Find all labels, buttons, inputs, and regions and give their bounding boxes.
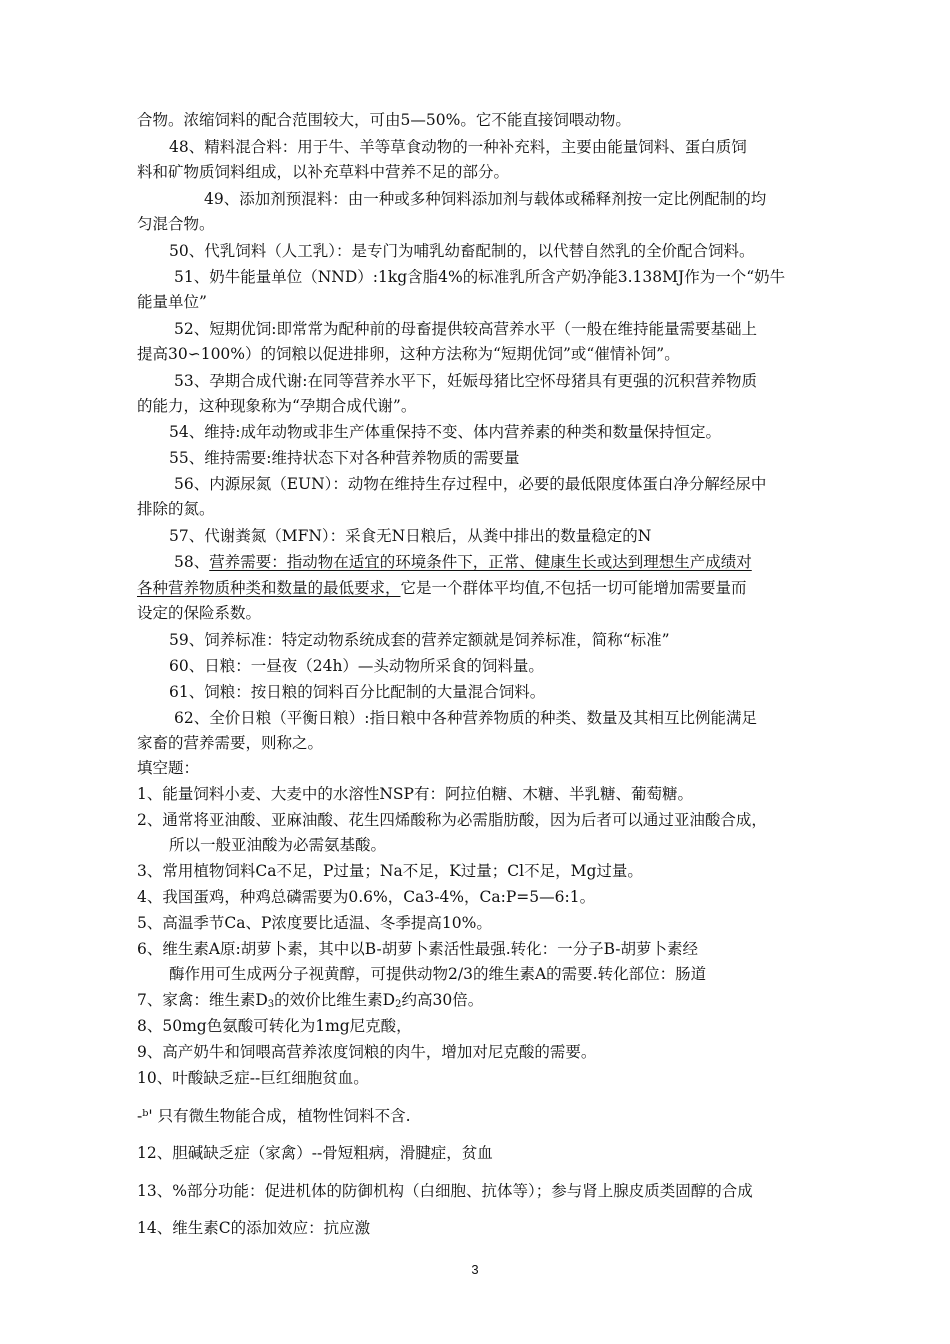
text-line: 合物。浓缩饲料的配合范围较大，可由5—50%。它不能直接饲喂动物。 (137, 111, 631, 129)
text-line: 排除的氮。 (137, 500, 215, 518)
text-line: 57、代谢粪氮（MFN）：采食无N日粮后，从粪中排出的数量稳定的N (169, 527, 652, 545)
definition-text: 它是一个群体平均值,不包括一切可能增加需要量而 (400, 579, 747, 597)
underlined-definition: 各种营养物质种类和数量的最低要求， (137, 579, 401, 597)
text-line: 55、维持需要:维持状态下对各种营养物质的需要量 (169, 449, 520, 467)
text-line: 49、添加剂预混料：由一种或多种饲料添加剂与载体或稀释剂按一定比例配制的均 (204, 190, 767, 208)
text-line: 料和矿物质饲料组成，以补充草料中营养不足的部分。 (137, 163, 510, 181)
text-line: 4、我国蛋鸡，种鸡总磷需要为0.6%，Ca3-4%，Ca:P=5—6:1。 (137, 888, 596, 906)
text-line: 的能力，这种现象称为“孕期合成代谢”。 (137, 397, 417, 415)
text-line: 13、%部分功能：促进机体的防御机构（白细胞、抗体等）；参与肾上腺皮质类固醇的合成 (137, 1182, 753, 1200)
text-line: 50、代乳饲料（人工乳）：是专门为哺乳幼畜配制的，以代替自然乳的全价配合饲料。 (169, 242, 755, 260)
text-line: 59、饲养标准：特定动物系统成套的营养定额就是饲养标准，简称“标准” (169, 631, 670, 649)
text-line: 52、短期优饲:即常常为配种前的母畜提供较高营养水平（一般在维持能量需要基础上 (174, 320, 757, 338)
subscript: 2 (395, 999, 402, 1010)
text-line: 62、全价日粮（平衡日粮）:指日粮中各种营养物质的种类、数量及其相互比例能满足 (174, 709, 757, 727)
text-line: 所以一般亚油酸为必需氨基酸。 (169, 836, 387, 854)
text-fragment: 约高30倍。 (401, 991, 484, 1009)
text-line: 9、高产奶牛和饲喂高营养浓度饲粮的肉牛，增加对尼克酸的需要。 (137, 1043, 597, 1061)
text-line (174, 552, 752, 572)
item-number: 58、 (174, 553, 210, 571)
text-line: 6、维生素A原:胡萝卜素，其中以B-胡萝卜素活性最强.转化：一分子B-胡萝卜素经 (137, 940, 699, 958)
text-line: 10、叶酸缺乏症--巨红细胞贫血。 (137, 1069, 369, 1087)
text-line: 1、能量饲料小麦、大麦中的水溶性NSP有：阿拉伯糖、木糖、半乳糖、葡萄糖。 (137, 785, 693, 803)
text-line: 12、胆碱缺乏症（家禽）--骨短粗病，滑腱症，贫血 (137, 1144, 493, 1162)
text-line: 5、高温季节Ca、P浓度要比适温、冬季提高10%。 (137, 914, 492, 932)
text-fragment: 的效价比维生素D (274, 991, 396, 1009)
text-line: 48、精料混合料：用于牛、羊等草食动物的一种补充料，主要由能量饲料、蛋白质饲 (169, 138, 747, 156)
text-line: 3、常用植物饲料Ca不足，P过量；Na不足，K过量；Cl不足，Mg过量。 (137, 862, 643, 880)
text-line: 家畜的营养需要，则称之。 (137, 734, 324, 752)
text-line: -ᵇ' 只有微生物能合成，植物性饲料不含. (137, 1107, 411, 1125)
text-line: 60、日粮：一昼夜（24h）—头动物所采食的饲料量。 (169, 657, 544, 675)
text-line: 61、饲粮：按日粮的饲料百分比配制的大量混合饲料。 (169, 683, 546, 701)
underlined-definition: 营养需要：指动物在适宜的环境条件下，正常、健康生长或达到理想生产成绩对 (209, 553, 752, 571)
text-line: 14、维生素C的添加效应：抗应激 (137, 1219, 371, 1237)
text-line: 8、50mg色氨酸可转化为1mg尼克酸， (137, 1017, 412, 1035)
text-line: 51、奶牛能量单位（NND）:1kg含脂4%的标准乳所含产奶净能3.138MJ作为一个“奶牛 (174, 268, 786, 286)
text-line: 53、孕期合成代谢:在同等营养水平下，妊娠母猪比空怀母猪具有更强的沉积营养物质 (174, 372, 757, 390)
text-line: 匀混合物。 (137, 215, 215, 233)
text-line (137, 990, 483, 1015)
text-line: 54、维持:成年动物或非生产体重保持不变、体内营养素的种类和数量保持恒定。 (169, 423, 721, 441)
subscript: 3 (267, 999, 275, 1010)
text-line: 2、通常将亚油酸、亚麻油酸、花生四烯酸称为必需脂肪酸，因为后者可以通过亚油酸合成， (137, 811, 767, 829)
text-line: 设定的保险系数。 (137, 604, 262, 622)
text-line (137, 578, 746, 598)
text-line: 酶作用可生成两分子视黄醇，可提供动物2/3的维生素A的需要.转化部位：肠道 (169, 965, 707, 983)
page-number: 3 (471, 1262, 479, 1277)
text-fragment: 7、家禽：维生素D (137, 991, 268, 1009)
text-line: 56、内源尿氮（EUN）：动物在维持生存过程中，必要的最低限度体蛋白净分解经尿中 (174, 475, 767, 493)
text-line: 能量单位” (137, 293, 207, 311)
text-line: 提高30∽100%）的饲粮以促进排卵，这种方法称为“短期优饲”或“催情补饲”。 (137, 345, 680, 363)
section-heading: 填空题： (137, 759, 200, 777)
